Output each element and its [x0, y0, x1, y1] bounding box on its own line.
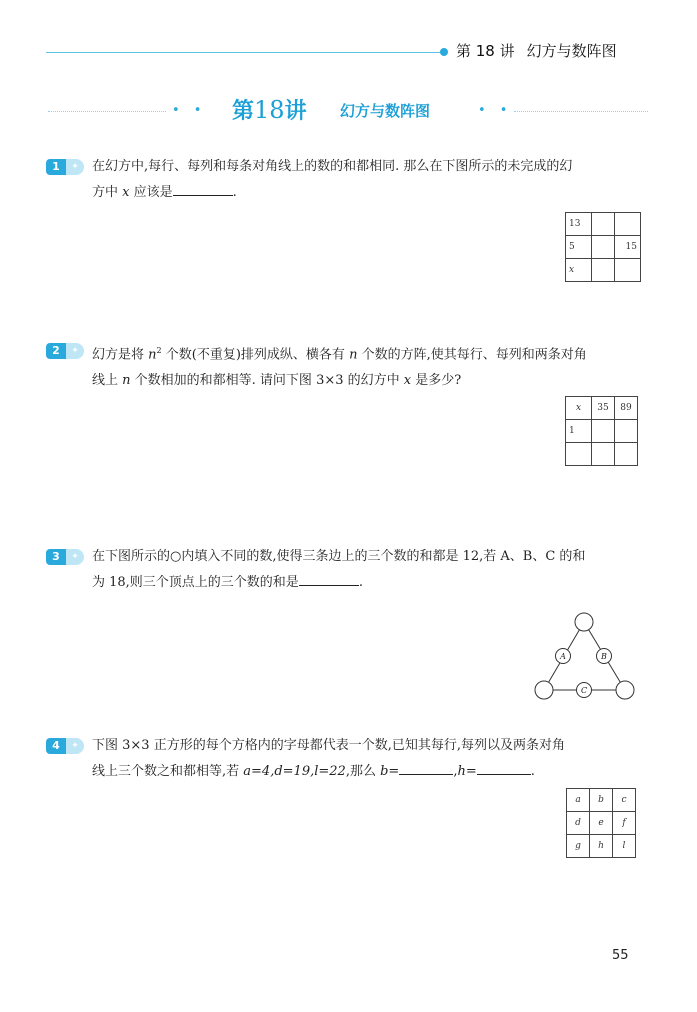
problem-1-text: 在幻方中,每行、每列和每条对角线上的数的和都相同. 那么在下图所示的未完成的幻 方中 x 应该是 . [92, 159, 573, 200]
vertex-circle-right [616, 681, 634, 699]
grid-cell: a [567, 789, 590, 812]
letter-grid [566, 788, 636, 858]
title-dots-left: • • [172, 103, 207, 118]
label-b: B [601, 652, 607, 661]
label-c: C [580, 686, 588, 695]
title-dots-right: • • [478, 103, 513, 118]
title-topic: 幻方与数阵图 [340, 102, 431, 120]
triangle-number-diagram [530, 606, 640, 702]
label-a: A [560, 652, 566, 661]
grid-cell: 5 [566, 236, 592, 259]
grid-cell: h [590, 835, 613, 858]
grid-cell: d [567, 812, 590, 835]
grid-cell: 15 [615, 236, 641, 259]
grid-cell: 1 [566, 420, 592, 443]
grid-cell [592, 420, 615, 443]
vertex-circle-left [535, 681, 553, 699]
grid-cell [592, 259, 615, 282]
grid-cell [592, 213, 615, 236]
header-rule [46, 52, 442, 53]
grid-cell: e [590, 812, 613, 835]
magic-square-1 [565, 212, 641, 282]
vertex-circle-top [575, 613, 593, 631]
problem-3-badge: 3 ✦ [46, 549, 86, 565]
answer-blank[interactable] [299, 571, 359, 586]
problem-3-text: 在下图所示的○内填入不同的数,使得三条边上的三个数的和都是 12,若 A、B、C 的和 为 18,则三个顶点上的三个数的和是 . [92, 549, 586, 590]
grid-cell: g [567, 835, 590, 858]
grid-cell: f [613, 812, 636, 835]
grid-cell: 35 [592, 397, 615, 420]
grid-cell: 13 [566, 213, 592, 236]
grid-cell [615, 213, 641, 236]
problem-1-badge: 1 ✦ [46, 159, 86, 175]
grid-cell [615, 420, 638, 443]
answer-blank-b[interactable] [399, 760, 453, 775]
grid-cell: c [613, 789, 636, 812]
answer-blank[interactable] [173, 181, 233, 196]
running-header [456, 40, 617, 61]
magic-square-2 [565, 396, 638, 466]
chapter-title [48, 94, 648, 128]
grid-cell: x [566, 397, 592, 420]
title-rule-right [514, 111, 648, 112]
header-topic: 幻方与数阵图 [526, 42, 617, 60]
header-lecture: 第 18 讲 [456, 42, 515, 60]
grid-cell: 89 [615, 397, 638, 420]
answer-blank-h[interactable] [477, 760, 531, 775]
title-lecture: 第18讲 [232, 96, 307, 124]
title-rule-left [48, 111, 166, 112]
grid-cell [615, 443, 638, 466]
grid-cell [592, 443, 615, 466]
problem-4-text: 下图 3×3 正方形的每个方格内的字母都代表一个数,已知其每行,每列以及两条对角 线上三个数之和都相等,若 a=4,d=19,l=22,那么 b= ,h= . [92, 738, 565, 779]
problem-2-badge: 2 ✦ [46, 343, 86, 359]
grid-cell [566, 443, 592, 466]
header-bullet [440, 48, 448, 56]
grid-cell: x [566, 259, 592, 282]
grid-cell [592, 236, 615, 259]
grid-cell: l [613, 835, 636, 858]
grid-cell [615, 259, 641, 282]
grid-cell: b [590, 789, 613, 812]
page-number: 55 [612, 948, 629, 963]
problem-2-text: 幻方是将 $n^2$ 个数(不重复)排列成纵、横各有 n 个数的方阵,使其每行、每列和两条对角 线上 n 个数相加的和都相等. 请问下图 3×3 的幻方中 x 是多少? [92, 346, 587, 389]
problem-4-badge: 4 ✦ [46, 738, 86, 754]
